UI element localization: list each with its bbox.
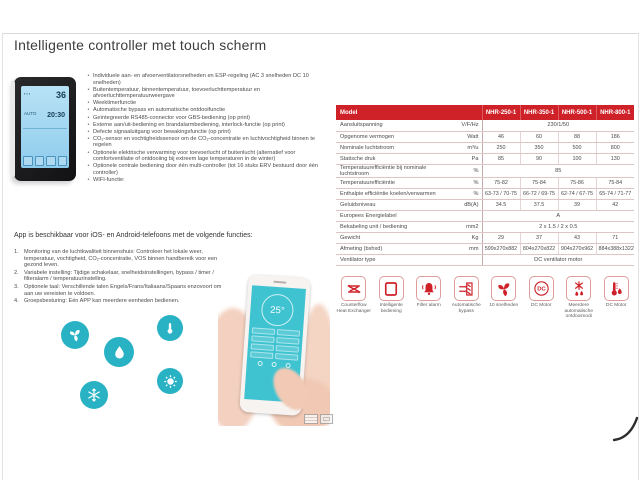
app-temperature-value: 25° (269, 304, 285, 317)
ribbon-label: DC Motor (605, 303, 627, 308)
intelligent-control-icon (379, 276, 404, 301)
corner-swoosh-graphic (602, 398, 640, 450)
spec-table-row: Bekabeling unit / bediening mm2 2 x 1.5 / 2 x 0.5 (336, 221, 634, 232)
ribbon-cell (448, 276, 486, 320)
app-phone-photo (218, 274, 330, 426)
model-column-header: NHR-350-1 (520, 105, 558, 120)
app-function-item: 1. Monitoring van de luchtkwaliteit binnenshuis: Controleer het lokale weer, temperatuur, vochtigheid, CO₂-concentratie, VOS binnen handbereik voor een gezond leven. (14, 249, 218, 269)
touch-controller-image (14, 77, 76, 181)
feature-item: • Individuele aan- en afvoerventilatorsnelheden en ESP-regeling (AC 3 snelheden DC 10 snelheden) (87, 73, 309, 86)
app-temperature-dial (260, 293, 294, 327)
sun-icon (157, 368, 183, 394)
spec-table-row: Temperatuurefficiëntie % 75-82 75-84 75-86 75-84 (336, 177, 634, 188)
water-drop-icon (104, 337, 134, 367)
dc-motor-icon (529, 276, 554, 301)
feature-item: • Geïntegreerde RS485-connector voor GBS-bediening (op print) (87, 114, 251, 121)
controller-status-icons: ▪▪▪ (24, 91, 32, 96)
app-heading: App is beschikbaar voor iOS- en Android-telefoons met de volgende functies: (14, 232, 253, 239)
footer-logo (304, 411, 336, 427)
ribbon-label: Meerdere automatische ontdooimodi (564, 303, 594, 320)
thermometer-circle-icon (157, 315, 183, 341)
spec-table-model-label: Model (336, 105, 482, 120)
ribbon-label: Counterflow Heat Exchanger (336, 303, 371, 314)
ribbon-label: 10 snelheden (489, 303, 519, 308)
ribbon-cell (373, 276, 411, 320)
controller-screen-divider (23, 128, 67, 129)
app-functions-list (14, 249, 228, 306)
svg-text:DC: DC (537, 286, 546, 293)
ribbon-label: Filter alarm (416, 303, 441, 308)
ribbon-cell (523, 276, 561, 320)
fan-speeds-icon (491, 276, 516, 301)
spec-table-row: Statische druk Pa 85 90 100 130 (336, 153, 634, 164)
ribbon-cell (560, 276, 598, 320)
features-list (84, 73, 332, 184)
feature-item: • WIFI-functie: (87, 176, 125, 183)
spec-table-row: Opgenome vermogen Watt 46 60 88 186 (336, 131, 634, 142)
spec-table-row: Ventilator type DC ventilator motor (336, 254, 634, 265)
ribbon-label: DC Motor (530, 303, 552, 308)
model-column-header: NHR-800-1 (596, 105, 634, 120)
feature-item: • Externe aan/uit-bediening en brandalarmbediening, interlock-functie (op print) (87, 121, 285, 128)
page-frame-left (2, 33, 3, 480)
controller-touch-buttons (23, 156, 67, 166)
spec-table-row: Europees Energielabel A (336, 210, 634, 221)
spec-table-row: Enthalpie efficiëntie koelen/verwarmen % 63-73 / 70-75 66-72 / 69-75 62-74 / 67-75 65-74 / 71-77 (336, 188, 634, 199)
app-function-item: 3. Optionele taal: Verschillende talen Engels/Frans/Italiaans/Spaans enzovoort om aan uw vereisten te voldoen. (14, 283, 222, 297)
feature-item: • CO₂-sensor en vochtigheidssensor om de CO₂-concentratie en luchtvochtigheid binnen te regelen (87, 135, 315, 149)
spec-table-row: Temperatuurefficiëntie bij nominale luchtstroom % 85 (336, 164, 634, 177)
feature-item: • Defecte signaaluitgang voor bewakingsfunctie (op print) (87, 128, 231, 135)
feature-item: • Optionele elektrische verwarming voor toevoerlucht of buitenlucht (alternatief voor comfortventilatie of ontdooiing bij extreem lage temperaturen in de winter) (87, 149, 296, 163)
ribbon-cell (485, 276, 523, 320)
spec-table-row: Nominale luchtstroom m³/u 250 350 500 800 (336, 142, 634, 153)
ribbon-cell (335, 276, 373, 320)
controller-time: 20:30 (47, 112, 65, 119)
feature-item: • Optionele centrale bediening door één multi-controller (tot 16 stuks ERV bestuurd door één controller) (87, 163, 319, 176)
spec-table (336, 105, 634, 266)
counterflow-heat-exchanger-icon (341, 276, 366, 301)
ribbon-cell (598, 276, 636, 320)
feature-item: • Weektimerfunctie (87, 100, 137, 107)
spec-table-row: Gewicht Kg 29 37 43 71 (336, 232, 634, 243)
page-frame-top (2, 33, 638, 34)
model-column-header: NHR-500-1 (558, 105, 596, 120)
ribbon-label: Automatische bypass (451, 303, 481, 314)
filter-alarm-bell-icon (416, 276, 441, 301)
ribbon-cell (410, 276, 448, 320)
app-function-item: 2. Variabele instelling: Tijdige schakelaar, snelheidsinstellingen, bypass / timer / filteralarm / temperatuurinstelling. (14, 269, 214, 283)
controller-mode: AUTO (24, 111, 37, 116)
automatic-bypass-icon (454, 276, 479, 301)
phone-speaker (273, 281, 286, 284)
snowflake-icon (80, 381, 108, 409)
auto-defrost-icon (566, 276, 591, 301)
feature-icon-ribbon (335, 276, 635, 320)
spec-table-header-row (336, 105, 634, 120)
feature-item: • Automatische bypass en automatische ontdooifunctie (87, 107, 226, 114)
app-function-item: 4. Groepsbesturing: Eén APP kan meerdere eenheden bedienen. (14, 298, 180, 305)
spec-table-body (336, 120, 634, 265)
model-column-header: NHR-250-1 (482, 105, 520, 120)
spec-table-row: Geluidsniveau dB(A) 34.5 37.5 39 42 (336, 199, 634, 210)
controller-screen (21, 86, 69, 168)
page-title: Intelligente controller met touch scherm (14, 37, 267, 53)
fan-icon (61, 321, 89, 349)
thermometer-icon (604, 276, 629, 301)
spec-table-row: Afmeting (bxhxd) mm 599x270x882 804x270x822 904x270x962 884x388x1322 (336, 243, 634, 254)
spec-table-row: Aansluitspanning V/F/Hz 230/1/50 (336, 120, 634, 131)
controller-temperature: 36 (55, 90, 66, 100)
ribbon-label: Intelligente bediening (379, 303, 403, 314)
feature-item: • Buitentemperatuur, binnentemperatuur, toevoerluchttemperatuur en afvoerluchttemperatuurweergave (87, 86, 260, 100)
